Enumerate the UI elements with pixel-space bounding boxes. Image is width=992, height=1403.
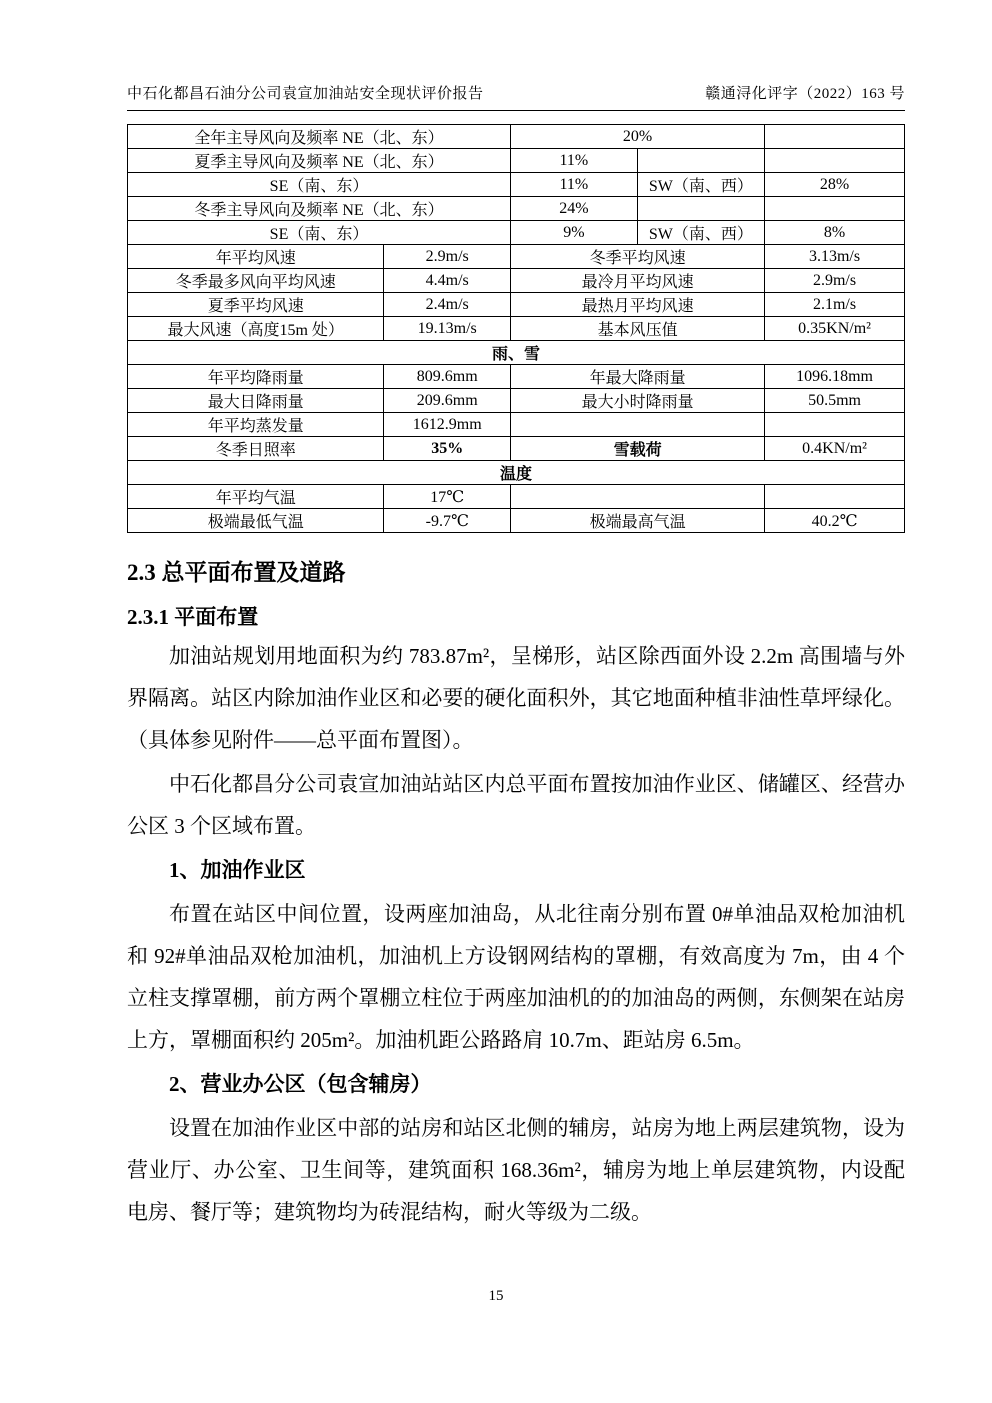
table-cell: 50.5mm [765,389,905,413]
paragraph-site-area: 加油站规划用地面积为约 783.87m²，呈梯形，站区除西面外设 2.2m 高围墙与外界隔离。站区内除加油作业区和必要的硬化面积外，其它地面种植非油性草坪绿化。（具体参见附件——总平面布置图）。 [127,644,905,752]
table-cell: 冬季最多风向平均风速 [128,269,384,293]
page-number: 15 [488,1288,504,1304]
table-cell: 夏季平均风速 [128,293,384,317]
table-cell: 0.4KN/m² [765,437,905,461]
table-cell: 最大风速（高度15m 处） [128,317,384,341]
table-cell: 1612.9mm [384,413,511,437]
table-cell: 8% [765,221,905,245]
page-header [127,82,905,111]
subsection-heading: 2.3.1 平面布置 [127,605,259,629]
table-cell: 11% [511,149,638,173]
table-cell: 年平均降雨量 [128,365,384,389]
table-cell: 基本风压值 [511,317,765,341]
table-cell: 209.6mm [384,389,511,413]
table-cell: 28% [765,173,905,197]
table-row [128,149,905,173]
table-row [128,317,905,341]
table-cell [637,197,764,221]
table-cell: 极端最高气温 [511,509,765,533]
table-cell: 809.6mm [384,365,511,389]
table-row [128,197,905,221]
table-cell [765,197,905,221]
table-row [128,269,905,293]
table-cell: 2.4m/s [384,293,511,317]
section-heading: 2.3 总平面布置及道路 [127,560,346,585]
table-cell: 年平均风速 [128,245,384,269]
table-section-cell: 雨、雪 [128,341,905,365]
table-row [128,245,905,269]
table-cell: 11% [511,173,638,197]
table-cell: 17℃ [384,485,511,509]
table-cell: 冬季主导风向及频率 NE（北、东） [128,197,511,221]
table-cell [765,413,905,437]
table-cell: 全年主导风向及频率 NE（北、东） [128,125,511,149]
paragraph-refueling-zone: 布置在站区中间位置，设两座加油岛，从北往南分别布置 0#单油品双枪加油机和 92#单油品双枪加油机，加油机上方设钢网结构的罩棚，有效高度为 7m，由 4 个立柱支撑罩棚，前方两个罩棚立柱位于两座加油机的的加油岛的两侧，东侧架在站房上方，罩棚面积约 205m²。加油机距公路路肩 10.7m、距站房 6.5m。 [127,902,905,1052]
table-cell: 年平均气温 [128,485,384,509]
header-report-title: 中石化都昌石油分公司袁宣加油站安全现状评价报告 [127,86,484,102]
table-cell: 冬季平均风速 [511,245,765,269]
table-cell: SE（南、东） [128,173,511,197]
table-cell: 2.1m/s [765,293,905,317]
table-cell: 夏季主导风向及频率 NE（北、东） [128,149,511,173]
table-cell [765,485,905,509]
table-cell [765,149,905,173]
paragraph-layout-zones: 中石化都昌分公司袁宣加油站站区内总平面布置按加油作业区、储罐区、经营办公区 3 个区域布置。 [127,772,905,838]
document-body [127,557,905,1233]
table-row [128,365,905,389]
table-cell: 19.13m/s [384,317,511,341]
table-row [128,221,905,245]
table-cell: SW（南、西） [637,173,764,197]
table-cell: 最大小时降雨量 [511,389,765,413]
table-row [128,389,905,413]
header-document-number: 赣通浔化评字（2022）163 号 [705,86,905,102]
table-row [128,413,905,437]
table-cell: 35% [384,437,511,461]
table-cell: 20% [511,125,765,149]
table-cell: 9% [511,221,638,245]
table-cell: 3.13m/s [765,245,905,269]
subheading-office-zone: 2、营业办公区（包含辅房） [169,1072,432,1096]
table-cell: SW（南、西） [637,221,764,245]
table-section-row [128,461,905,485]
paragraph-office-zone: 设置在加油作业区中部的站房和站区北侧的辅房，站房为地上两层建筑物，设为营业厅、办公室、卫生间等，建筑面积 168.36m²，辅房为地上单层建筑物，内设配电房、餐厅等；建筑物均为砖混结构，耐火等级为二级。 [127,1116,905,1224]
table-cell: 2.9m/s [765,269,905,293]
table-cell: 4.4m/s [384,269,511,293]
table-cell [765,125,905,149]
table-cell: 2.9m/s [384,245,511,269]
table-row [128,125,905,149]
table-cell [511,485,765,509]
table-row [128,509,905,533]
table-row [128,173,905,197]
climate-table [127,124,905,533]
table-row [128,485,905,509]
table-cell: 雪载荷 [511,437,765,461]
table-cell: -9.7℃ [384,509,511,533]
table-cell: 0.35KN/m² [765,317,905,341]
table-cell: 最大日降雨量 [128,389,384,413]
table-cell: 最冷月平均风速 [511,269,765,293]
table-section-row [128,341,905,365]
table-cell [637,149,764,173]
table-cell: 1096.18mm [765,365,905,389]
table-cell: 冬季日照率 [128,437,384,461]
table-cell: 极端最低气温 [128,509,384,533]
table-cell: 最热月平均风速 [511,293,765,317]
table-row [128,293,905,317]
table-cell: 40.2℃ [765,509,905,533]
table-cell: SE（南、东） [128,221,511,245]
table-cell: 年最大降雨量 [511,365,765,389]
table-section-cell: 温度 [128,461,905,485]
table-cell [511,413,765,437]
table-cell: 24% [511,197,638,221]
table-row [128,437,905,461]
table-cell: 年平均蒸发量 [128,413,384,437]
subheading-refueling-zone: 1、加油作业区 [169,858,306,882]
